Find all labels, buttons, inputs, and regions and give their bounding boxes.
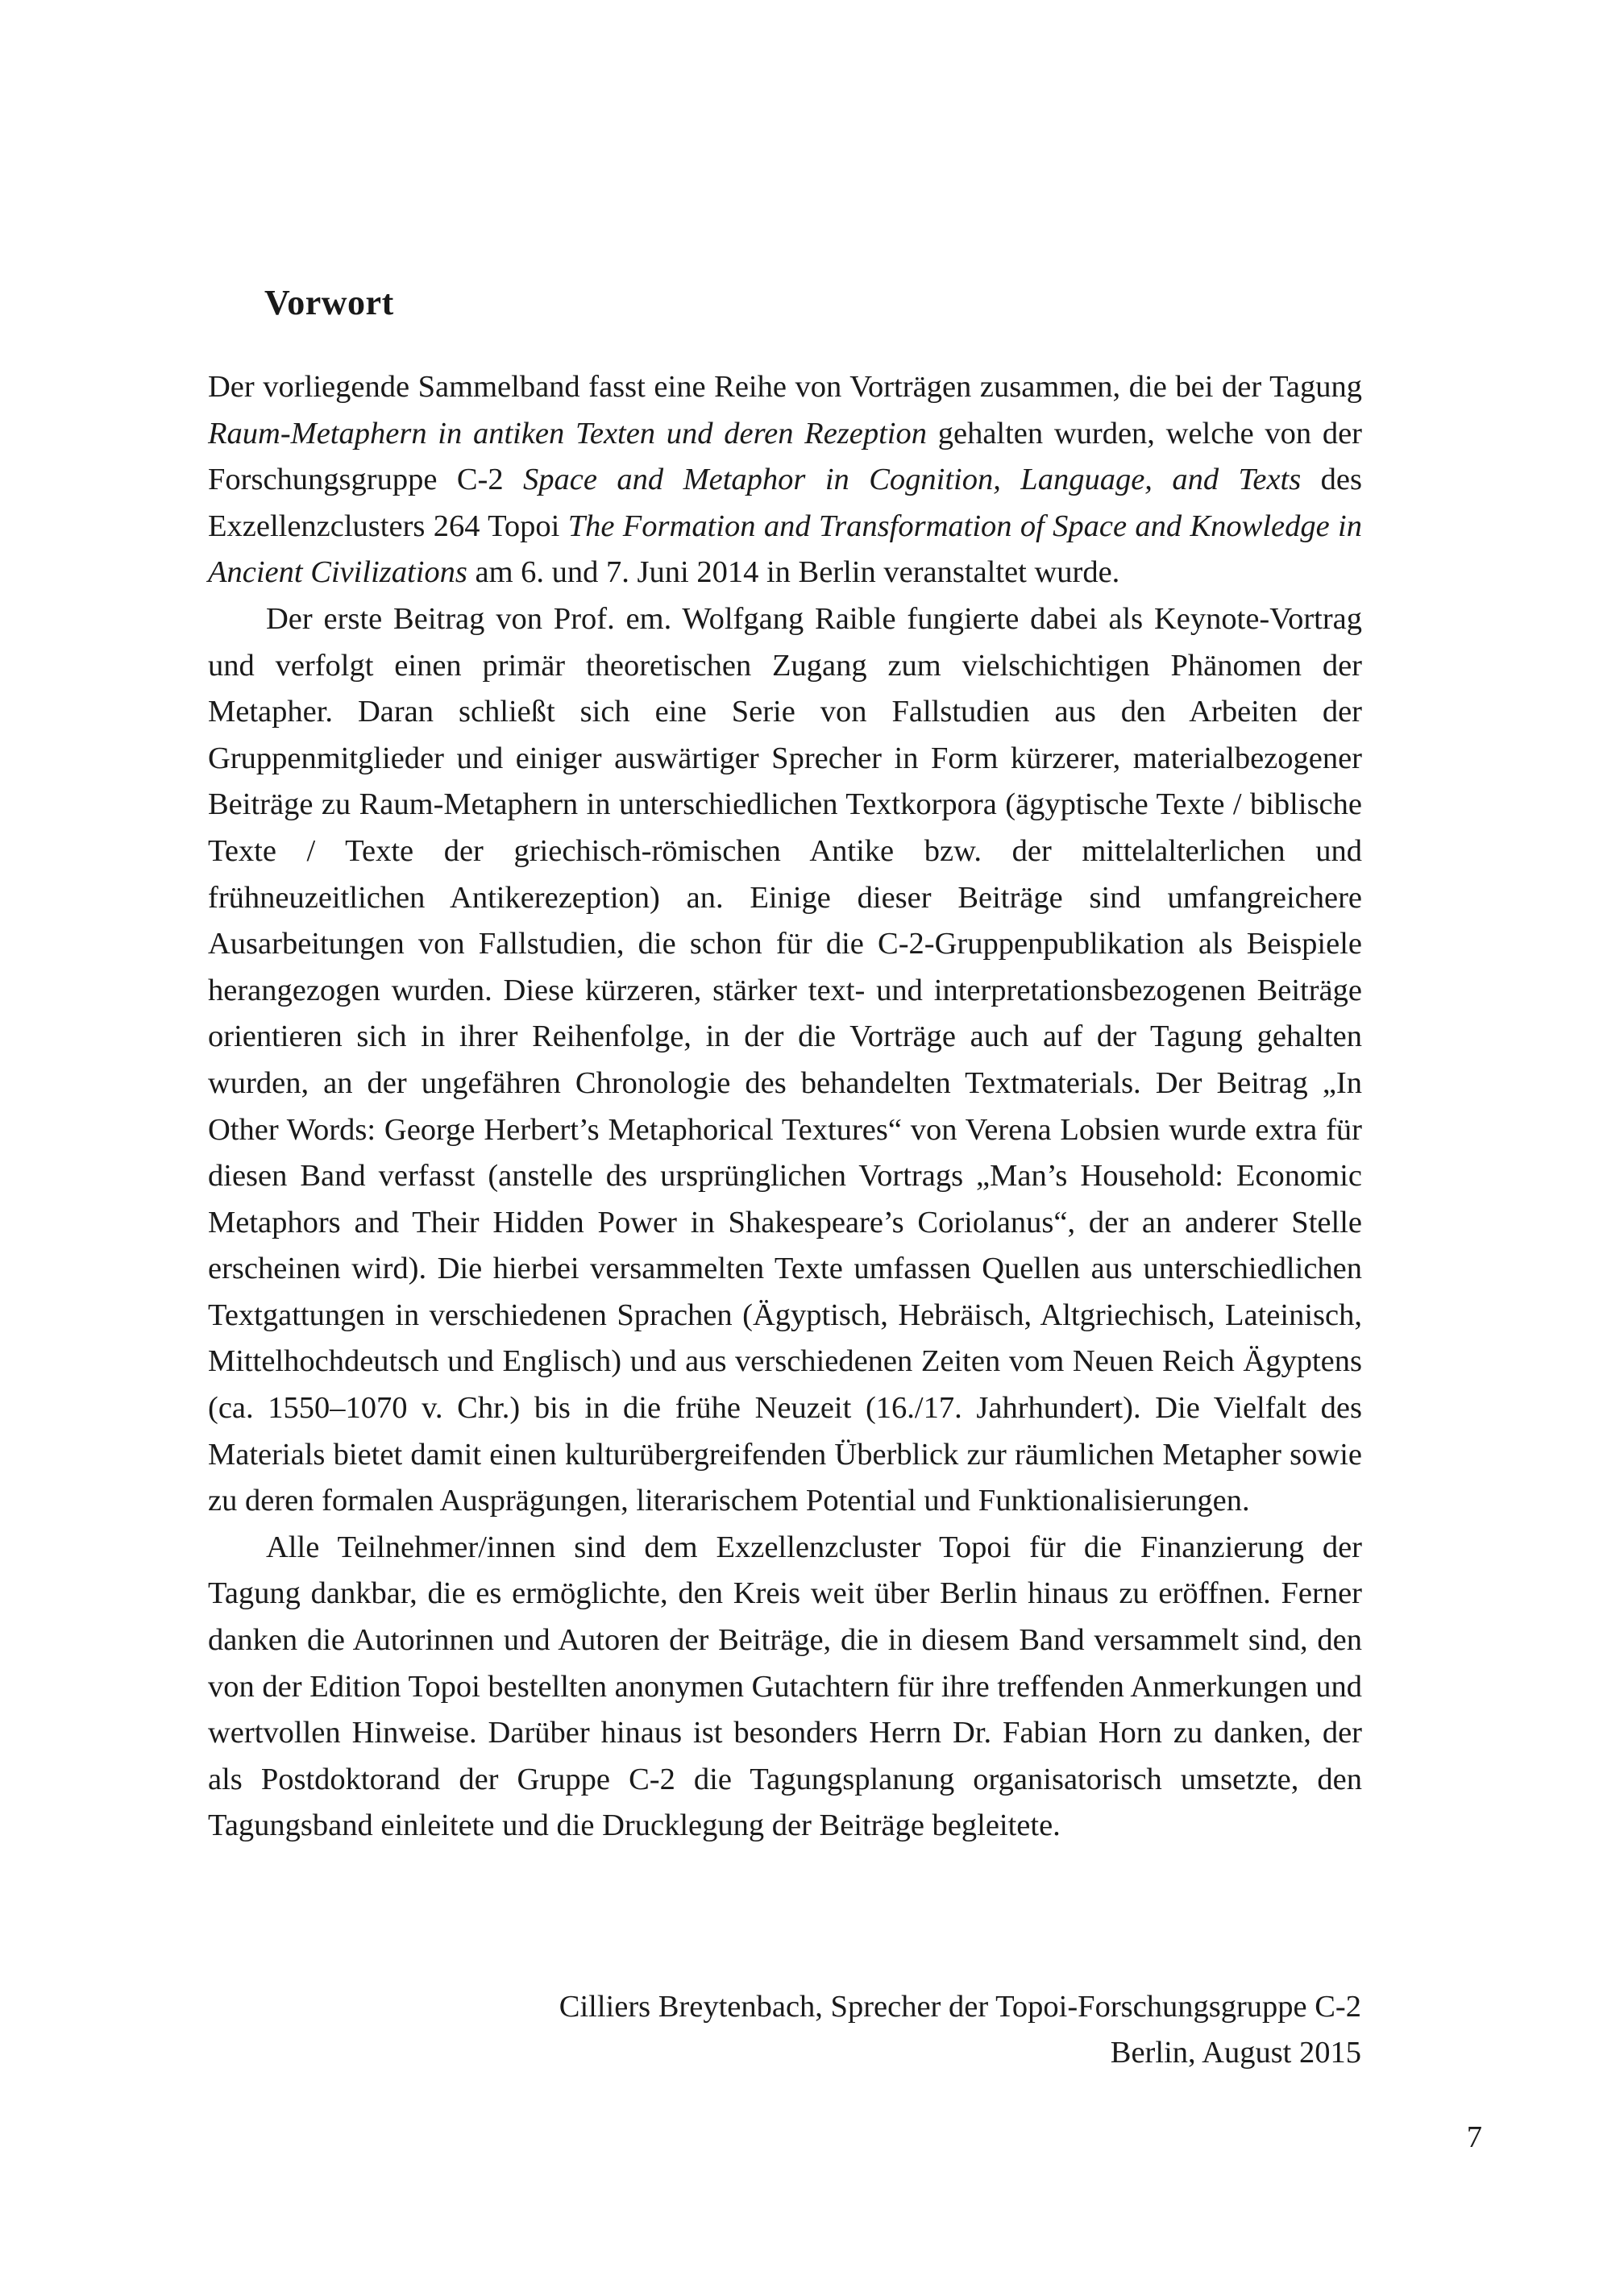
signature-block (559, 1984, 1361, 2076)
body-text (208, 364, 1362, 1850)
text-run: am 6. und 7. Juni 2014 in Berlin veranstaltet wurde. (467, 555, 1120, 590)
paragraph-2 (208, 596, 1362, 1525)
paragraph-1 (208, 364, 1362, 596)
italic-title-run: Space and Metaphor in Cognition, Language, and Texts (523, 463, 1302, 497)
text-run: gehalten wurden, welche von der Forschungsgruppe C-2 (208, 416, 1362, 497)
page-title: Vorwort (264, 283, 394, 322)
paragraph-3 (208, 1525, 1362, 1850)
italic-title-run: Raum-Metaphern in antiken Texten und deren Rezeption (208, 416, 928, 451)
signature-name: Cilliers Breytenbach, Sprecher der Topoi-Forschungsgruppe C-2 (559, 1990, 1361, 2024)
text-run: des Exzellenzclusters 264 Topoi (208, 463, 1362, 543)
text-run: Alle Teilnehmer/innen sind dem Exzellenzcluster Topoi für die Finanzierung der Tagung dankbar, die es ermöglichte, den Kreis weit über Berlin hinaus zu eröffnen. Ferner danken die Autorinnen und Autoren der Beiträge, die in diesem Band versammelt sind, den von der Edition Topoi bestellten anonymen Gutachtern für ihre treffenden Anmerkungen und wertvollen Hinweise. Darüber hinaus ist besonders Herrn Dr. Fabian Horn zu danken, der als Postdoktorand der Gruppe C-2 die Tagungsplanung organisatorisch umsetzte, den Tagungsband einleitete und die Drucklegung der Beiträge begleitete. (208, 1530, 1362, 1843)
text-run: Der erste Beitrag von Prof. em. Wolfgang Raible fungierte dabei als Keynote-Vortrag und verfolgt einen primär theoretischen Zugang zum vielschichtigen Phänomen der Metapher. Daran schließt sich eine Serie von Fallstudien aus den Arbeiten der Gruppenmitglieder und einiger auswärtiger Sprecher in Form kürzerer, materialbezogener Beiträge zu Raum-Metaphern in unterschiedlichen Textkorpora (ägyptische Texte / biblische Texte / Texte der griechisch-römischen Antike bzw. der mittelalterlichen und frühneuzeitlichen Antikerezeption) an. Einige dieser Beiträge sind umfangreichere Ausarbeitungen von Fallstudien, die schon für die C-2-Gruppenpublikation als Beispiele herangezogen wurden. Diese kürzeren, stärker text- und interpretationsbezogenen Beiträge orientieren sich in ihrer Reihenfolge, in der die Vorträge auch auf der Tagung gehalten wurden, an der ungefähren Chronologie des behandelten Textmaterials. Der Beitrag „In Other Words: George Herbert’s Metaphorical Textures“ von Verena Lobsien wurde extra für diesen Band verfasst (anstelle des ursprünglichen Vortrags „Man’s Household: Economic Metaphors and Their Hidden Power in Shakespeare’s Coriolanus“, der an anderer Stelle erscheinen wird). Die hierbei versammelten Texte umfassen Quellen aus unterschiedlichen Textgattungen in verschiedenen Sprachen (Ägyptisch, Hebräisch, Altgriechisch, Lateinisch, Mittelhochdeutsch und Englisch) und aus verschiedenen Zeiten vom Neuen Reich Ägyptens (ca. 1550–1070 v. Chr.) bis in die frühe Neuzeit (16./17. Jahrhundert). Die Vielfalt des Materials bietet damit einen kulturübergreifenden Überblick zur räumlichen Metapher sowie zu deren formalen Ausprägungen, literarischem Potential und Funktionalisierungen. (208, 601, 1362, 1518)
signature-place-date: Berlin, August 2015 (1110, 2036, 1361, 2070)
text-run: Der vorliegende Sammelband fasst eine Reihe von Vorträgen zusammen, die bei der Tagung (208, 370, 1362, 404)
italic-title-run: The Formation and Transformation of Space and Knowledge in Ancient Civilizations (208, 509, 1362, 590)
page-number: 7 (1466, 2120, 1482, 2154)
